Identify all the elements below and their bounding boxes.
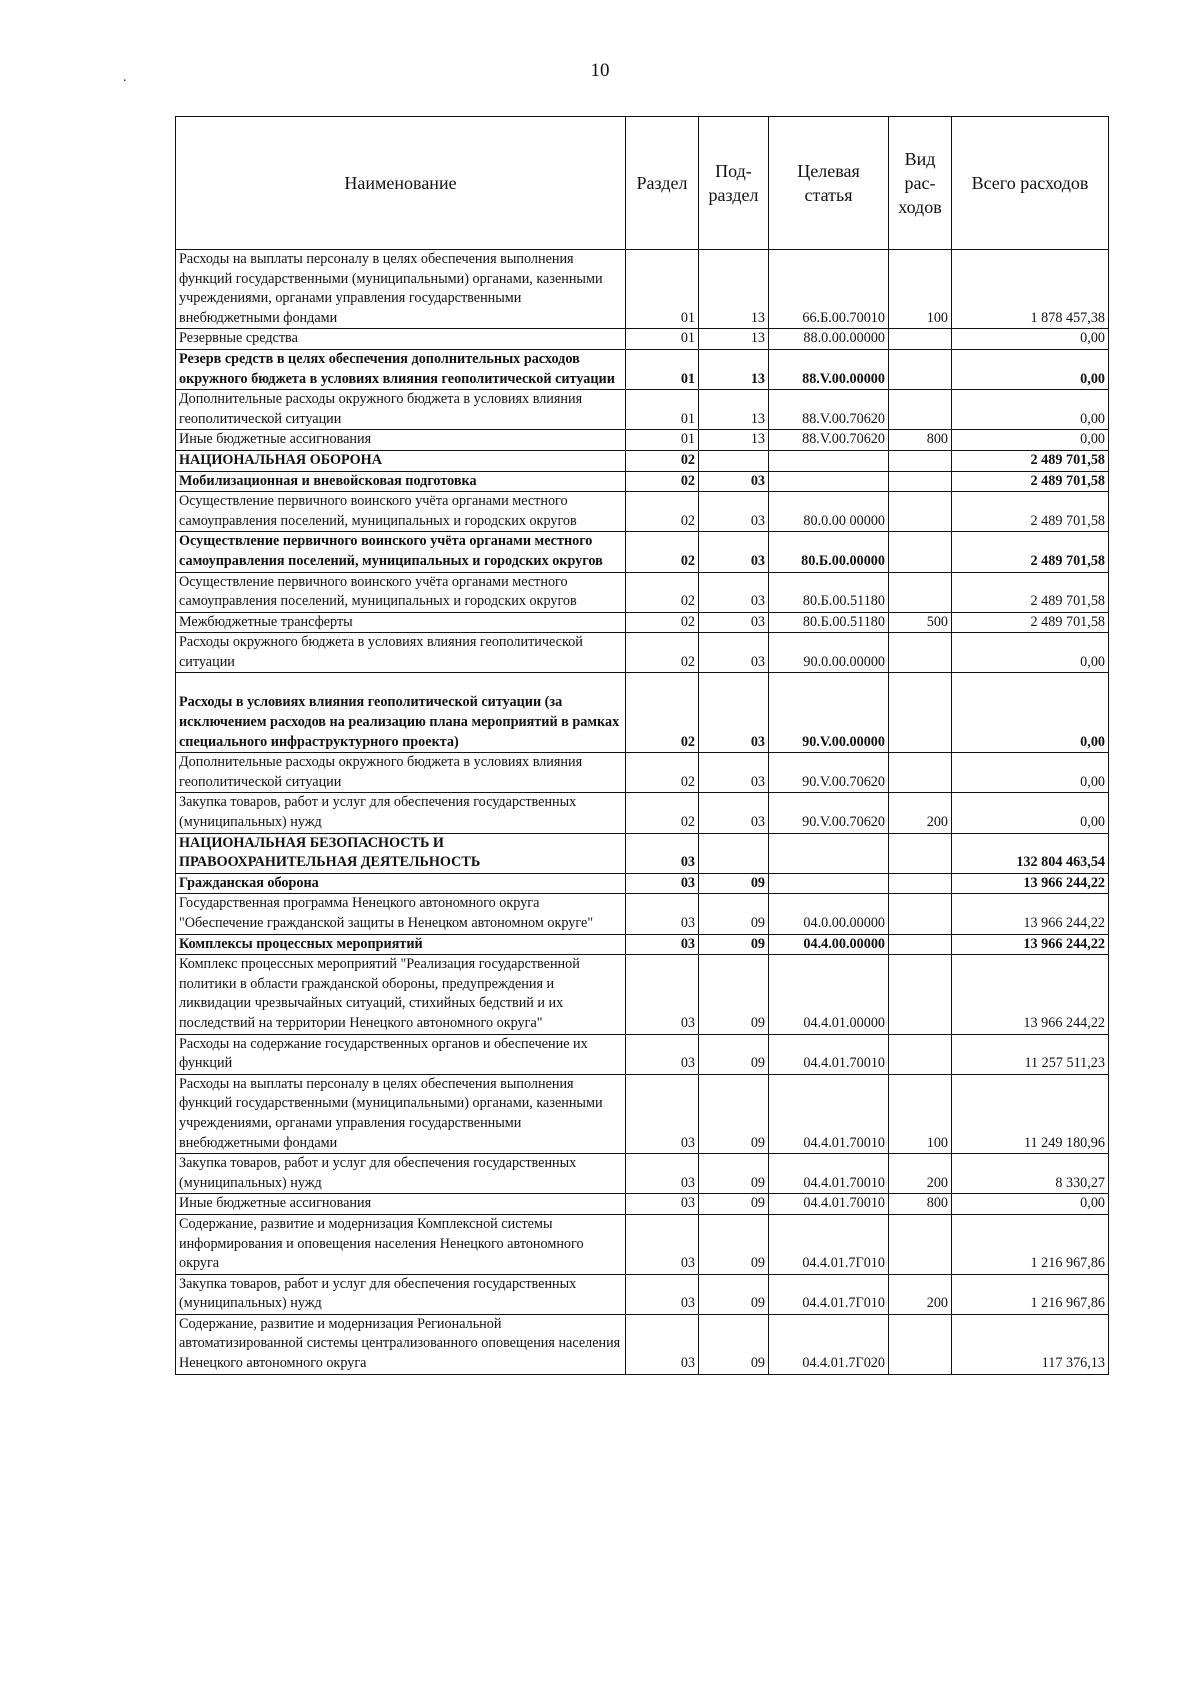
row-name: Закупка товаров, работ и услуг для обеспечения государственных (муниципальных) нужд	[176, 1274, 626, 1314]
page-number: 10	[590, 60, 610, 81]
table-row	[176, 1034, 1109, 1074]
table-row	[176, 430, 1109, 451]
row-target-article: 04.4.00.00000	[769, 934, 889, 955]
row-name: Межбюджетные трансферты	[176, 612, 626, 633]
row-section: 03	[626, 1214, 699, 1274]
header-expense-kind: Вид рас- ходов	[889, 117, 952, 250]
row-subsection: 03	[699, 633, 769, 673]
row-total: 132 804 463,54	[952, 833, 1109, 873]
table-row	[176, 450, 1109, 471]
row-expense-kind	[889, 1034, 952, 1074]
table-row	[176, 873, 1109, 894]
table-row	[176, 471, 1109, 492]
row-section: 02	[626, 572, 699, 612]
row-total: 1 216 967,86	[952, 1274, 1109, 1314]
row-subsection: 03	[699, 673, 769, 753]
table-row	[176, 1314, 1109, 1374]
row-name: Содержание, развитие и модернизация Комплексной системы информирования и оповещения населения Ненецкого автономного округа	[176, 1214, 626, 1274]
row-name: Расходы на содержание государственных органов и обеспечение их функций	[176, 1034, 626, 1074]
row-section: 02	[626, 471, 699, 492]
row-target-article: 88.V.00.70620	[769, 430, 889, 451]
row-target-article: 88.V.00.00000	[769, 349, 889, 389]
row-subsection	[699, 833, 769, 873]
table-row	[176, 934, 1109, 955]
row-subsection: 09	[699, 873, 769, 894]
table-row	[176, 633, 1109, 673]
row-expense-kind: 100	[889, 1074, 952, 1153]
row-target-article: 80.0.00 00000	[769, 492, 889, 532]
row-expense-kind	[889, 894, 952, 934]
row-expense-kind	[889, 532, 952, 572]
row-name: Расходы на выплаты персоналу в целях обеспечения выполнения функций государственными (муниципальными) органами, казенными учреждениями, органами управления государственными внебюджетными фондами	[176, 250, 626, 329]
row-total: 0,00	[952, 633, 1109, 673]
row-subsection: 09	[699, 1034, 769, 1074]
row-name: Иные бюджетные ассигнования	[176, 430, 626, 451]
row-subsection: 09	[699, 955, 769, 1034]
row-total: 2 489 701,58	[952, 471, 1109, 492]
row-section: 03	[626, 1034, 699, 1074]
row-section: 03	[626, 1274, 699, 1314]
row-expense-kind: 800	[889, 430, 952, 451]
row-total: 0,00	[952, 1194, 1109, 1215]
row-expense-kind: 100	[889, 250, 952, 329]
row-name: Дополнительные расходы окружного бюджета в условиях влияния геополитической ситуации	[176, 390, 626, 430]
row-target-article: 90.0.00.00000	[769, 633, 889, 673]
row-name: Дополнительные расходы окружного бюджета в условиях влияния геополитической ситуации	[176, 753, 626, 793]
row-name: НАЦИОНАЛЬНАЯ БЕЗОПАСНОСТЬ И ПРАВООХРАНИТЕЛЬНАЯ ДЕЯТЕЛЬНОСТЬ	[176, 833, 626, 873]
table-row	[176, 329, 1109, 350]
row-target-article	[769, 450, 889, 471]
row-section: 03	[626, 934, 699, 955]
row-total: 1 878 457,38	[952, 250, 1109, 329]
table-row	[176, 572, 1109, 612]
row-total: 0,00	[952, 430, 1109, 451]
row-subsection: 03	[699, 532, 769, 572]
row-name: Закупка товаров, работ и услуг для обеспечения государственных (муниципальных) нужд	[176, 1154, 626, 1194]
row-target-article: 04.4.01.70010	[769, 1154, 889, 1194]
row-name: Осуществление первичного воинского учёта органами местного самоуправления поселений, муниципальных и городских округов	[176, 572, 626, 612]
row-total: 0,00	[952, 349, 1109, 389]
row-section: 01	[626, 430, 699, 451]
row-target-article: 80.Б.00.51180	[769, 572, 889, 612]
row-target-article: 04.4.01.70010	[769, 1074, 889, 1153]
row-target-article: 88.0.00.00000	[769, 329, 889, 350]
row-expense-kind: 200	[889, 1154, 952, 1194]
row-subsection: 09	[699, 1314, 769, 1374]
row-total: 11 249 180,96	[952, 1074, 1109, 1153]
row-subsection: 03	[699, 612, 769, 633]
row-expense-kind	[889, 471, 952, 492]
table-row	[176, 1274, 1109, 1314]
row-expense-kind: 500	[889, 612, 952, 633]
header-name: Наименование	[176, 117, 626, 250]
row-target-article: 04.4.01.7Г010	[769, 1274, 889, 1314]
row-name: Расходы в условиях влияния геополитической ситуации (за исключением расходов на реализацию плана мероприятий в рамках специального инфраструктурного проекта)	[176, 673, 626, 753]
row-total: 11 257 511,23	[952, 1034, 1109, 1074]
row-subsection: 03	[699, 753, 769, 793]
table-row	[176, 612, 1109, 633]
row-total: 1 216 967,86	[952, 1214, 1109, 1274]
row-section: 03	[626, 1154, 699, 1194]
table-row	[176, 833, 1109, 873]
table-row	[176, 1214, 1109, 1274]
table-row	[176, 532, 1109, 572]
row-subsection: 13	[699, 390, 769, 430]
row-total: 2 489 701,58	[952, 532, 1109, 572]
row-total: 13 966 244,22	[952, 955, 1109, 1034]
row-expense-kind	[889, 934, 952, 955]
row-expense-kind	[889, 955, 952, 1034]
row-target-article	[769, 873, 889, 894]
row-target-article: 04.4.01.7Г010	[769, 1214, 889, 1274]
row-target-article: 04.4.01.70010	[769, 1034, 889, 1074]
row-name: Государственная программа Ненецкого автономного округа "Обеспечение гражданской защиты в Ненецком автономном округе"	[176, 894, 626, 934]
table-row	[176, 673, 1109, 753]
row-expense-kind	[889, 349, 952, 389]
table-header-row	[176, 117, 1109, 250]
row-total: 8 330,27	[952, 1154, 1109, 1194]
row-expense-kind	[889, 753, 952, 793]
row-total: 0,00	[952, 793, 1109, 833]
row-name: Резерв средств в целях обеспечения дополнительных расходов окружного бюджета в условиях влияния геополитической ситуации	[176, 349, 626, 389]
row-subsection: 13	[699, 250, 769, 329]
row-target-article: 88.V.00.70620	[769, 390, 889, 430]
row-target-article: 90.V.00.00000	[769, 673, 889, 753]
row-total: 2 489 701,58	[952, 492, 1109, 532]
row-section: 02	[626, 793, 699, 833]
row-total: 13 966 244,22	[952, 934, 1109, 955]
row-name: Комплекс процессных мероприятий "Реализация государственной политики в области гражданской обороны, предупреждения и ликвидации чрезвычайных ситуаций, стихийных бедствий и их последствий на территории Ненецкого автономного округа"	[176, 955, 626, 1034]
row-name: Комплексы процессных мероприятий	[176, 934, 626, 955]
table-row	[176, 955, 1109, 1034]
row-expense-kind	[889, 492, 952, 532]
row-subsection: 09	[699, 1214, 769, 1274]
header-subsection: Под- раздел	[699, 117, 769, 250]
table-row	[176, 793, 1109, 833]
row-name: Расходы на выплаты персоналу в целях обеспечения выполнения функций государственными (муниципальными) органами, казенными учреждениями, органами управления государственными внебюджетными фондами	[176, 1074, 626, 1153]
table-row	[176, 1154, 1109, 1194]
row-expense-kind: 800	[889, 1194, 952, 1215]
row-subsection	[699, 450, 769, 471]
row-subsection: 09	[699, 1194, 769, 1215]
row-subsection: 09	[699, 1074, 769, 1153]
row-section: 02	[626, 753, 699, 793]
row-subsection: 03	[699, 793, 769, 833]
table-row	[176, 1074, 1109, 1153]
row-section: 03	[626, 1314, 699, 1374]
row-total: 0,00	[952, 753, 1109, 793]
row-target-article: 80.Б.00.00000	[769, 532, 889, 572]
row-target-article: 80.Б.00.51180	[769, 612, 889, 633]
row-total: 2 489 701,58	[952, 612, 1109, 633]
row-section: 02	[626, 612, 699, 633]
row-expense-kind	[889, 1214, 952, 1274]
row-subsection: 03	[699, 572, 769, 612]
row-section: 01	[626, 329, 699, 350]
row-section: 01	[626, 349, 699, 389]
row-section: 02	[626, 673, 699, 753]
row-target-article: 04.0.00.00000	[769, 894, 889, 934]
row-name: Закупка товаров, работ и услуг для обеспечения государственных (муниципальных) нужд	[176, 793, 626, 833]
row-expense-kind	[889, 633, 952, 673]
row-section: 02	[626, 633, 699, 673]
row-subsection: 03	[699, 492, 769, 532]
scan-mark: .	[123, 70, 127, 85]
header-total: Всего расходов	[952, 117, 1109, 250]
row-section: 01	[626, 390, 699, 430]
row-name: Содержание, развитие и модернизация Региональной автоматизированной системы централизованного оповещения населения Ненецкого автономного округа	[176, 1314, 626, 1374]
row-subsection: 09	[699, 934, 769, 955]
row-expense-kind	[889, 1314, 952, 1374]
row-name: Расходы окружного бюджета в условиях влияния геополитической ситуации	[176, 633, 626, 673]
row-section: 01	[626, 250, 699, 329]
row-total: 13 966 244,22	[952, 873, 1109, 894]
row-target-article	[769, 833, 889, 873]
row-target-article	[769, 471, 889, 492]
row-target-article: 04.4.01.70010	[769, 1194, 889, 1215]
row-total: 0,00	[952, 390, 1109, 430]
row-section: 02	[626, 450, 699, 471]
row-subsection: 09	[699, 1154, 769, 1194]
row-target-article: 90.V.00.70620	[769, 793, 889, 833]
row-section: 03	[626, 873, 699, 894]
row-target-article: 66.Б.00.70010	[769, 250, 889, 329]
row-expense-kind	[889, 833, 952, 873]
row-name: Осуществление первичного воинского учёта органами местного самоуправления поселений, муниципальных и городских округов	[176, 532, 626, 572]
table-row	[176, 894, 1109, 934]
row-expense-kind	[889, 390, 952, 430]
budget-table	[175, 116, 1109, 1375]
row-subsection: 09	[699, 1274, 769, 1314]
row-name: Резервные средства	[176, 329, 626, 350]
row-expense-kind	[889, 329, 952, 350]
header-section: Раздел	[626, 117, 699, 250]
row-subsection: 09	[699, 894, 769, 934]
row-target-article: 04.4.01.7Г020	[769, 1314, 889, 1374]
row-section: 03	[626, 1074, 699, 1153]
row-expense-kind: 200	[889, 793, 952, 833]
row-total: 117 376,13	[952, 1314, 1109, 1374]
row-section: 03	[626, 955, 699, 1034]
row-subsection: 13	[699, 329, 769, 350]
table-row	[176, 753, 1109, 793]
row-total: 0,00	[952, 673, 1109, 753]
row-expense-kind	[889, 450, 952, 471]
row-name: Гражданская оборона	[176, 873, 626, 894]
row-subsection: 03	[699, 471, 769, 492]
row-section: 03	[626, 1194, 699, 1215]
row-section: 02	[626, 532, 699, 572]
row-name: Осуществление первичного воинского учёта органами местного самоуправления поселений, муниципальных и городских округов	[176, 492, 626, 532]
table-row	[176, 349, 1109, 389]
row-expense-kind	[889, 873, 952, 894]
row-total: 0,00	[952, 329, 1109, 350]
row-section: 02	[626, 492, 699, 532]
row-target-article: 04.4.01.00000	[769, 955, 889, 1034]
table-row	[176, 1194, 1109, 1215]
row-section: 03	[626, 894, 699, 934]
row-subsection: 13	[699, 430, 769, 451]
table-row	[176, 390, 1109, 430]
row-name: Мобилизационная и вневойсковая подготовка	[176, 471, 626, 492]
row-total: 13 966 244,22	[952, 894, 1109, 934]
row-section: 03	[626, 833, 699, 873]
row-total: 2 489 701,58	[952, 450, 1109, 471]
row-name: НАЦИОНАЛЬНАЯ ОБОРОНА	[176, 450, 626, 471]
table-row	[176, 492, 1109, 532]
row-name: Иные бюджетные ассигнования	[176, 1194, 626, 1215]
row-expense-kind	[889, 572, 952, 612]
row-total: 2 489 701,58	[952, 572, 1109, 612]
table-row	[176, 250, 1109, 329]
row-expense-kind: 200	[889, 1274, 952, 1314]
header-target-article: Целевая статья	[769, 117, 889, 250]
row-expense-kind	[889, 673, 952, 753]
row-target-article: 90.V.00.70620	[769, 753, 889, 793]
row-subsection: 13	[699, 349, 769, 389]
